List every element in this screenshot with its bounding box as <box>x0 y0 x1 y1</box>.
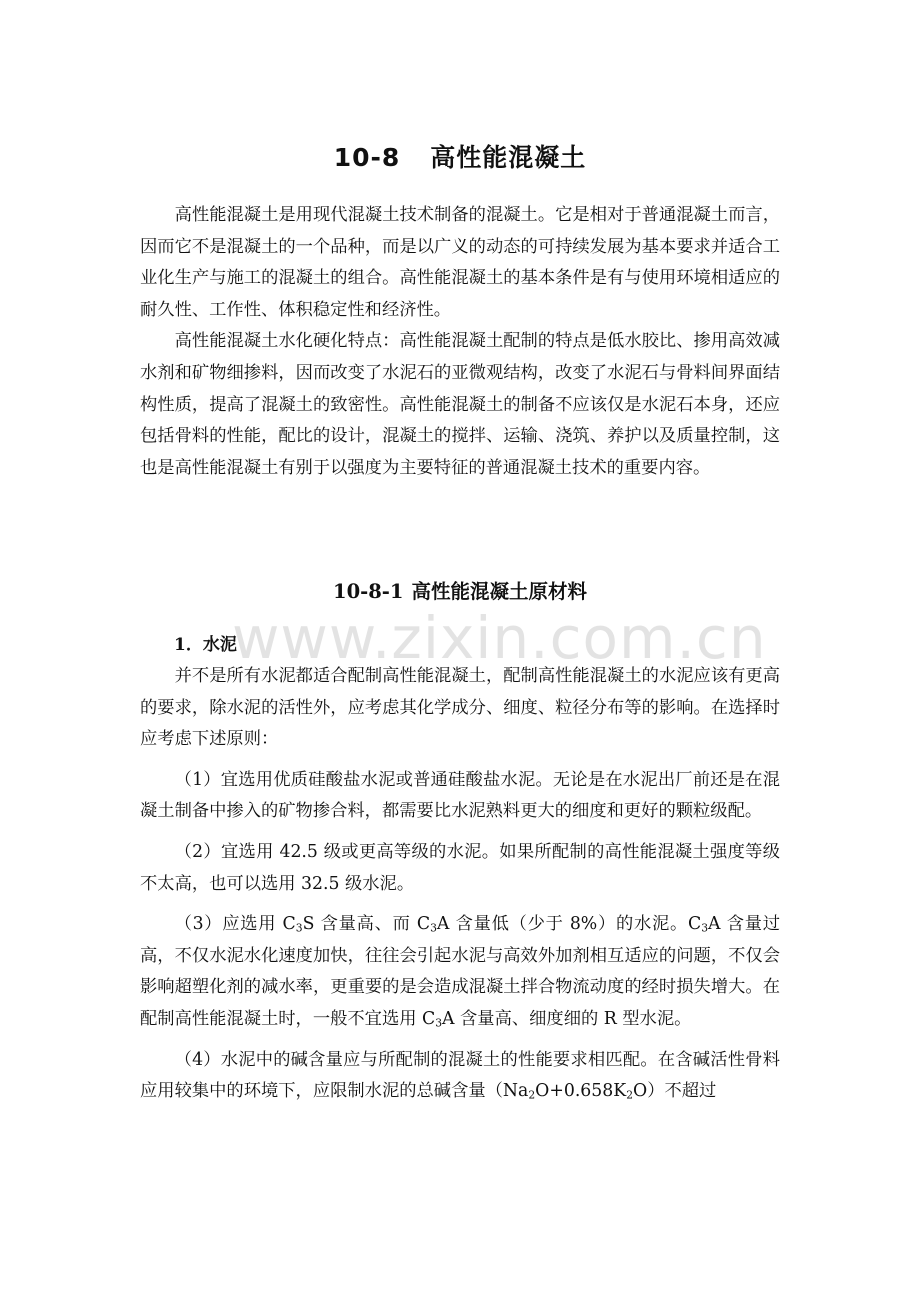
subsection-title <box>0 576 920 604</box>
subscript: 3 <box>430 921 437 935</box>
text-run: O+0.658K <box>535 1081 627 1102</box>
text-run: A 含量过高，不仅水泥水化速度加快，往往会引起水泥与高效外加剂相互适应的问题，不仅会影响超塑化剂的减水率，更重要的是会造成混凝土拌合物流动度的经时损失增大。在配制高性能混凝土时，一般不宜选用 C <box>140 914 780 1029</box>
text-run: A 含量低（少于 8%）的水泥。C <box>436 914 702 935</box>
cement-text <box>140 661 780 1108</box>
text-run: O）不超过 <box>633 1081 717 1102</box>
text-run: S 含量高、而 C <box>302 914 431 935</box>
text-run: （4）水泥中的碱含量应与所配制的混凝土的性能要求相匹配。在含碱活性骨料应用较集中的环境下，应限制水泥的总碱含量（Na <box>140 1049 780 1102</box>
rule-2: （2）宜选用 42.5 级或更高等级的水泥。如果所配制的高性能混凝土强度等级不太高，也可以选用 32.5 级水泥。 <box>140 841 780 894</box>
subscript: 2 <box>528 1088 536 1102</box>
subscript: 3 <box>295 921 303 935</box>
subscript: 2 <box>626 1088 634 1102</box>
paragraph: 高性能混凝土是用现代混凝土技术制备的混凝土。它是相对于普通混凝土而言，因而它不是混凝土的一个品种，而是以广义的动态的可持续发展为基本要求并适合工业化生产与施工的混凝土的组合。高性能混凝土的基本条件是有与使用环境相适应的耐久性、工作性、体积稳定性和经济性。 <box>140 205 780 320</box>
rule-1: （1）宜选用优质硅酸盐水泥或普通硅酸盐水泥。无论是在水泥出厂前还是在混凝土制备中掺入的矿物掺合料，都需要比水泥熟料更大的细度和更好的颗粒级配。 <box>140 769 780 822</box>
text-run: （3）应选用 C <box>174 914 296 935</box>
watermark: www.zixin.com.cn <box>232 604 767 672</box>
section-number: 10-8 <box>333 143 401 172</box>
section-title <box>0 138 920 174</box>
section-title-text: 高性能混凝土 <box>430 143 587 172</box>
rule-3 <box>140 909 780 1035</box>
subscript: 3 <box>701 921 709 935</box>
item-heading-cement: 1．水泥 <box>174 635 237 655</box>
paragraph: 高性能混凝土水化硬化特点：高性能混凝土配制的特点是低水胶比、掺用高效减水剂和矿物细掺料，因而改变了水泥石的亚微观结构，改变了水泥石与骨料间界面结构性质，提高了混凝土的致密性。高性能混凝土的制备不应该仅是水泥石本身，还应包括骨料的性能，配比的设计，混凝土的搅拌、运输、浇筑、养护以及质量控制，这也是高性能混凝土有别于以强度为主要特征的普通混凝土技术的重要内容。 <box>140 331 780 478</box>
subsection-title-text: 高性能混凝土原材料 <box>411 580 587 603</box>
subscript: 3 <box>435 1016 443 1030</box>
subsection-number: 10-8-1 <box>333 580 404 603</box>
intro-text <box>140 200 780 484</box>
rule-4 <box>140 1045 780 1108</box>
paragraph: 并不是所有水泥都适合配制高性能混凝土，配制高性能混凝土的水泥应该有更高的要求，除水泥的活性外，应考虑其化学成分、细度、粒径分布等的影响。在选择时应考虑下述原则： <box>140 666 780 750</box>
text-run: A 含量高、细度细的 R 型水泥。 <box>442 1008 692 1029</box>
